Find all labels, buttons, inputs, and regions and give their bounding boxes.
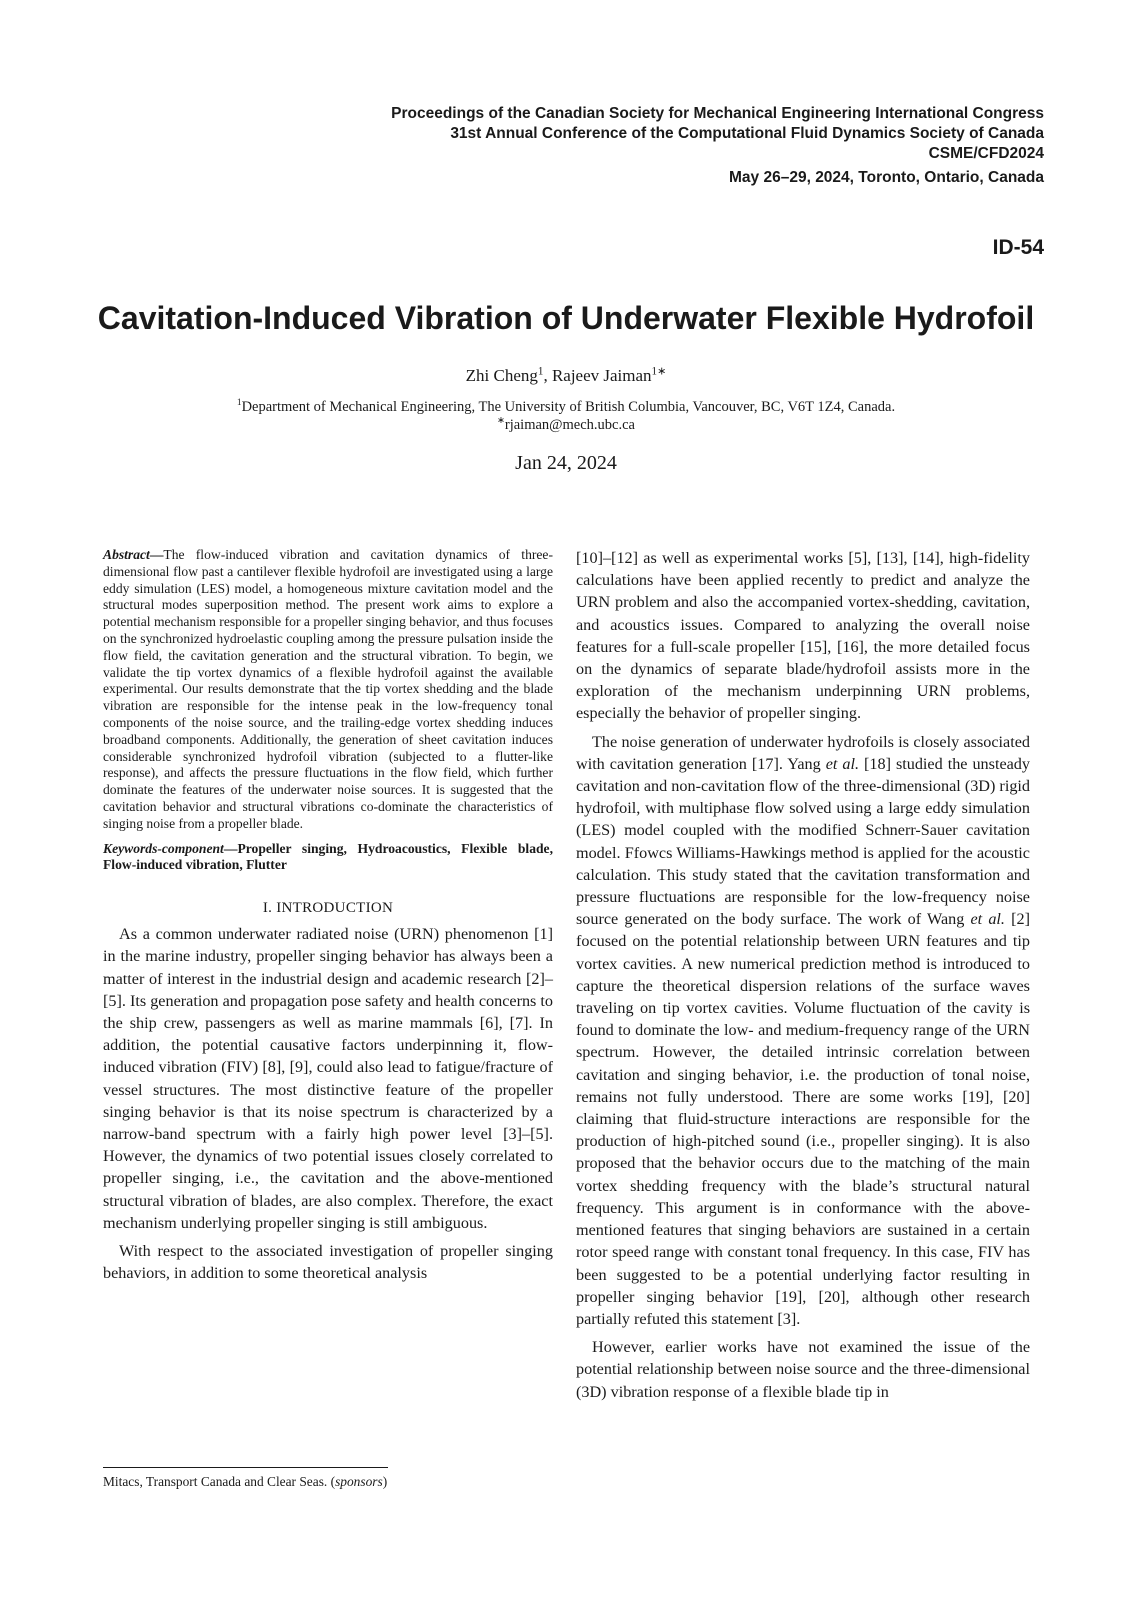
footnote-italic: sponsors — [335, 1474, 383, 1489]
affiliation — [0, 398, 1132, 434]
author-separator: , — [543, 366, 552, 385]
affiliation-text: Department of Mechanical Engineering, The University of British Columbia, Vancouver, BC, V6T 1Z4, Canada. — [241, 399, 896, 415]
contact-email: rjaiman@mech.ubc.ca — [504, 417, 635, 433]
body-paragraph: With respect to the associated investigation of propeller singing behaviors, in addition to some theoretical analysis — [103, 1241, 553, 1283]
footnote — [103, 1474, 387, 1490]
body-text: [2] focused on the potential relationship between URN features and tip vortex cavities. A new numerical prediction method is introduced to capture the theoretical dispersion relations of the surface waves traveling on tip vortex cavities. Volume fluctuation of the cavity is found to dominate the low- and medium-frequency range of the URN spectrum. However, the detailed intrinsic correlation between cavitation and singing behavior, i.e. the production of tonal noise, remains not fully understood. There are some works [19], [20] claiming that fluid-structure interactions are responsible for the production of high-pitched sound (i.e., propeller singing). It is also proposed that the behavior occurs due to the matching of the main vortex shedding frequency with the blade’s structural natural frequency. This argument is in conformance with the above-mentioned features that singing behaviors are sustained in a certain rotor speed range with constant tonal frequency. In this case, FIV has been suggested to be a potential underlying factor resulting in propeller singing behavior [19], [20], although other research partially refuted this statement [3]. — [576, 910, 1030, 1328]
author-name: Zhi Cheng — [465, 366, 538, 385]
body-paragraph — [576, 731, 1030, 1330]
affiliation-mark: 1 — [236, 398, 242, 409]
paper-id: ID-54 — [992, 236, 1044, 259]
citation-et-al: et al. — [970, 910, 1005, 929]
keywords-label: Keywords-component — [103, 840, 224, 856]
body-paragraph: As a common underwater radiated noise (URN) phenomenon [1] in the marine industry, propeller singing behavior has always been a matter of interest in the industrial design and academic research [2]–[5]. Its generation and propagation pose safety and health concerns to the ship crew, passengers as well as marine mammals [6], [7]. In addition, the potential causative factors underpinning it, flow-induced vibration (FIV) [8], [9], could also lead to fatigue/fracture of vessel structures. The most distinctive feature of the propeller singing behavior is that its noise spectrum is characterized by a narrow-band spectrum with a fairly high power level [3]–[5]. However, the dynamics of two potential issues closely correlated to propeller singing, i.e., the cavitation and the above-mentioned structural vibration of blades, are also complex. Therefore, the exact mechanism underlying propeller singing is still ambiguous. — [103, 925, 553, 1232]
abstract-text: The flow-induced vibration and cavitation dynamics of three-dimensional flow past a cantilever flexible hydrofoil are investigated using a large eddy simulation (LES) model, a homogeneous mixture cavitation model and the structural modes superposition method. The present work aims to explore a potential mechanism responsible for a propeller singing behavior, and thus focuses on the synchronized hydroelastic coupling among the pressure pulsation inside the flow field, the cavitation generation and the structural vibration. To begin, we validate the tip vortex dynamics of a flexible hydrofoil against the available experimental. Our results demonstrate that the tip vortex shedding and the blade vibration are responsible for the intense peak in the low-frequency tonal components of the noise source, and the trailing-edge vortex shedding induces broadband components. Additionally, the generation of sheet cavitation induces considerable synchronized hydrofoil vibration (subjected to a flutter-like response), and affects the pressure fluctuations in the flow field, which further dominate the features of the underwater noise sources. It is suggested that the cavitation behavior and structural vibrations co-dominate the characteristics of singing noise from a propeller blade. — [103, 547, 553, 831]
keywords — [103, 841, 553, 875]
right-column — [576, 547, 1030, 1403]
body-paragraph: [10]–[12] as well as experimental works [5], [13], [14], high-fidelity calculations have been applied recently to predict and analyze the URN problem and also the accompanied vortex-shedding, cavitation, and acoustics issues. Compared to analyzing the overall noise features for a full-scale propeller [15], [16], the more detailed focus on the dynamics of separate blade/hydrofoil assists more in the exploration of the mechanism underpinning URN problems, especially the behavior of propeller singing. — [576, 549, 1030, 723]
abstract-label: Abstract — [103, 547, 150, 562]
keywords-dash: — — [223, 840, 238, 856]
body-paragraph: However, earlier works have not examined the issue of the potential relationship between noise source and the three-dimensional (3D) vibration response of a flexible blade tip in — [576, 1338, 1030, 1401]
keywords-text: Propeller singing, Hydroacoustics, Flexible blade, Flow-induced vibration, Flutter — [103, 840, 553, 873]
author-list — [0, 366, 1132, 386]
paper-title: Cavitation-Induced Vibration of Underwater Flexible Hydrofoil — [97, 300, 1035, 336]
conference-line-1: Proceedings of the Canadian Society for Mechanical Engineering International Congress — [391, 105, 1044, 122]
email-mark: ∗ — [497, 416, 505, 427]
body-text: The noise generation of underwater hydrofoils is closely associated with cavitation generation [17]. Yang — [576, 732, 1030, 773]
section-heading: I. INTRODUCTION — [262, 900, 394, 917]
conference-header — [391, 104, 1044, 188]
footnote-divider — [103, 1467, 388, 1468]
conference-line-3: CSME/CFD2024 — [928, 145, 1044, 162]
author-name: Rajeev Jaiman — [551, 366, 652, 385]
citation-et-al: et al. — [825, 754, 860, 773]
body-text: [18] studied the unsteady cavitation and non-cavitation flow of the three-dimensional (3D) rigid hydrofoil, with multiphase flow solved using a large eddy simulation (LES) model coupled with the modified Schnerr-Sauer cavitation model. Ffowcs Williams-Hawkings method is applied for the acoustic calculation. This study stated that the cavitation transformation and pressure fluctuations are responsible for the low-frequency noise source generated on the body surface. The work of Wang — [576, 754, 1031, 929]
abstract-dash: — — [149, 547, 164, 562]
abstract — [103, 547, 553, 833]
footnote-close: ) — [382, 1474, 388, 1489]
paper-date: Jan 24, 2024 — [515, 452, 617, 474]
conference-line-2: 31st Annual Conference of the Computational Fluid Dynamics Society of Canada — [450, 125, 1044, 142]
footnote-text: Mitacs, Transport Canada and Clear Seas. ( — [103, 1474, 336, 1489]
author-affiliation-mark: 1 — [537, 365, 544, 378]
left-column — [103, 547, 553, 1284]
author-affiliation-mark: 1∗ — [651, 365, 667, 378]
conference-date-location: May 26–29, 2024, Toronto, Ontario, Canada — [729, 169, 1044, 186]
